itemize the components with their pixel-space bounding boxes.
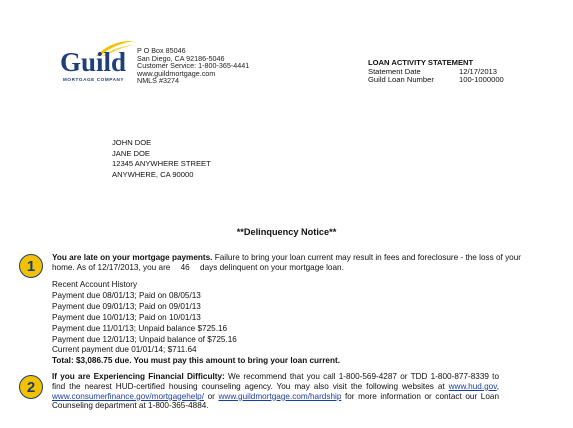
link-separator: or — [204, 391, 219, 401]
financial-difficulty-lead: If you are Experiencing Financial Difficulty: — [52, 372, 225, 381]
section-number-badge: 1 — [19, 254, 43, 278]
notice-title: **Delinquency Notice** — [236, 227, 337, 237]
address-line: San Diego, CA 92186-5046 — [137, 53, 225, 63]
financial-difficulty-paragraph — [52, 372, 499, 411]
total-due: Total: $3,086.75 due. You must pay this amount to bring your loan current. — [52, 356, 340, 366]
statement-date-value: 12/17/2013 — [459, 66, 498, 76]
recipient-line: ANYWHERE, CA 90000 — [112, 169, 194, 179]
history-row: Payment due 11/01/13; Unpaid balance $725.16 — [52, 323, 228, 333]
recipient-line: JOHN DOE — [112, 138, 152, 147]
company-logo: Guild — [60, 47, 127, 77]
recipient-line: JANE DOE — [112, 148, 150, 158]
late-payment-text: Failure to bring your loan current may result in fees and foreclosure - the loss of your home. As of 12/17/2013, you are — [52, 253, 521, 272]
guild-hardship-link[interactable]: www.guildmortgage.com/hardship — [218, 391, 342, 401]
history-row: Payment due 12/01/13; Unpaid balance of $725.16 — [52, 334, 237, 344]
section-number-badge: 2 — [19, 375, 43, 399]
company-logo-subtitle: MORTGAGE COMPANY — [63, 77, 125, 82]
address-line: P O Box 85046 — [137, 46, 186, 55]
late-payment-lead: You are late on your mortgage payments. — [52, 253, 213, 262]
history-heading: Recent Account History — [52, 280, 138, 289]
days-delinquent-value: 46 — [180, 262, 190, 272]
nmls-line: NMLS #3274 — [137, 76, 179, 86]
recipient-line: 12345 ANYWHERE STREET — [112, 159, 211, 169]
statement-title: LOAN ACTIVITY STATEMENT — [368, 58, 474, 67]
consumerfinance-link[interactable]: www.consumerfinance.gov/mortgagehelp/ — [52, 391, 205, 401]
hud-link[interactable]: www.hud.gov — [448, 381, 497, 391]
statement-header — [368, 59, 504, 85]
statement-date-label: Statement Date — [368, 66, 421, 76]
financial-difficulty-text: We recommend that you call 1-800-569-4287 or TDD 1-800-877-8339 to find the nearest HUD-certified housing counseling agency. You may also visit the following websites at — [52, 372, 499, 391]
financial-difficulty-text-end: for more information or contact our Loan Counseling department at 1-800-365-4884. — [52, 391, 499, 411]
account-history — [52, 280, 340, 367]
customer-service-line: Customer Service: 1-800-365-4441 — [137, 61, 250, 71]
history-row: Payment due 09/01/13; Paid on 09/01/13 — [52, 301, 201, 311]
late-payment-text-end: days delinquent on your mortgage loan. — [197, 262, 344, 272]
recipient-address — [112, 138, 211, 180]
history-row: Current payment due 01/01/14; $711.64 — [52, 345, 197, 355]
history-row: Payment due 10/01/13; Paid on 10/01/13 — [52, 312, 201, 322]
history-row: Payment due 08/01/13; Paid on 08/05/13 — [52, 290, 201, 300]
company-address — [137, 47, 249, 85]
late-payment-paragraph — [52, 253, 522, 273]
loan-number-label: Guild Loan Number — [368, 75, 434, 85]
loan-number-row — [368, 76, 504, 85]
loan-number-value: 100-1000000 — [459, 75, 504, 85]
link-separator: , — [496, 381, 499, 391]
website-line: www.guildmortgage.com — [137, 68, 216, 78]
